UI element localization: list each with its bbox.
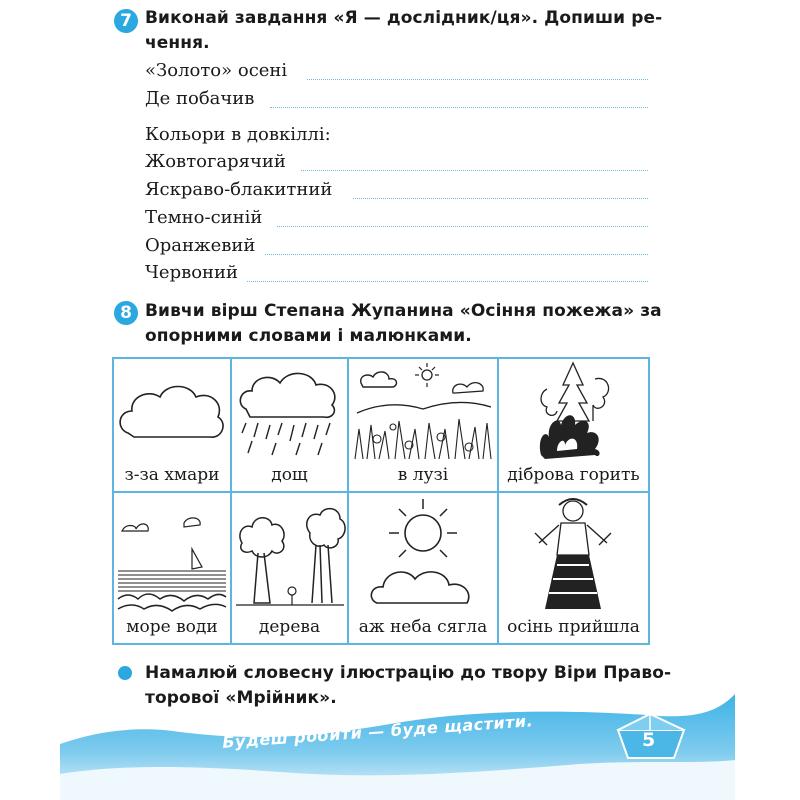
task-7-text-line-1: Виконай завдання «Я — дослідник/ця». Допиши ре-: [145, 8, 663, 28]
table-cell: [114, 493, 232, 643]
table-cell: [232, 359, 349, 491]
answer-dotted-line[interactable]: [277, 226, 648, 227]
answer-dotted-line[interactable]: [307, 79, 648, 80]
bonus-bullet-icon: [118, 666, 132, 680]
table-cell: [499, 493, 648, 643]
table-cell: [349, 359, 499, 491]
task-8-number-badge: 8: [114, 301, 138, 325]
color-label: Жовтогарячий: [145, 151, 286, 172]
bonus-text-line-2: торової «Мрійник».: [145, 688, 337, 708]
burning-forest-icon: [499, 359, 648, 463]
task-8-text-line-2: опорними словами і малюнками.: [145, 326, 472, 346]
footer-motto: Будеш робити — буде щастити.: [221, 711, 534, 752]
task-8-text-line-1: Вивчи вірш Степана Жупанина «Осіння пожежа» за: [145, 301, 662, 321]
answer-row[interactable]: [145, 60, 648, 86]
caption: з-за хмари: [124, 465, 220, 485]
caption: діброва горить: [507, 465, 640, 485]
picture-table: [112, 357, 650, 645]
caption: дерева: [258, 617, 321, 637]
task-8-instruction: [145, 299, 662, 349]
autumn-girl-icon: [499, 493, 648, 615]
sun-cloud-icon: [349, 493, 497, 615]
color-answer-row[interactable]: [145, 207, 648, 233]
color-label: Оранжевий: [145, 235, 256, 256]
color-answer-row[interactable]: [145, 151, 648, 177]
answer-dotted-line[interactable]: [270, 107, 648, 108]
answer-label: «Золото» осені: [145, 60, 288, 81]
table-cell: [349, 493, 499, 643]
color-label: Яскраво-блакитний: [145, 179, 333, 200]
answer-label: Де побачив: [145, 88, 255, 109]
colors-heading: Кольори в довкіллі:: [145, 124, 331, 145]
caption: море води: [126, 617, 218, 637]
caption: дощ: [271, 465, 308, 485]
answer-row[interactable]: [145, 88, 648, 114]
caption: аж неба сягла: [358, 617, 488, 637]
answer-dotted-line[interactable]: [353, 198, 648, 199]
trees-icon: [232, 493, 347, 615]
color-answer-row[interactable]: [145, 262, 648, 288]
cloud-icon: [114, 359, 230, 463]
color-label: Темно-синій: [145, 207, 263, 228]
answer-dotted-line[interactable]: [301, 170, 648, 171]
color-answer-row[interactable]: [145, 179, 648, 205]
task-7-instruction: [145, 6, 662, 56]
caption: в лузі: [397, 465, 449, 485]
table-cell: [232, 493, 349, 643]
page-number: 5: [642, 729, 656, 751]
color-label: Червоний: [145, 262, 239, 283]
meadow-icon: [349, 359, 497, 463]
task-7-text-line-2: чення.: [145, 33, 210, 53]
answer-dotted-line[interactable]: [265, 254, 648, 255]
bonus-text-line-1: Намалюй словесну ілюстрацію до твору Віри Право-: [145, 663, 672, 683]
table-cell: [114, 359, 232, 491]
task-7-number-badge: 7: [114, 9, 138, 33]
sea-sailboat-icon: [114, 493, 230, 615]
rain-cloud-icon: [232, 359, 347, 463]
answer-dotted-line[interactable]: [247, 281, 648, 282]
table-cell: [499, 359, 648, 491]
caption: осінь прийшла: [507, 617, 640, 637]
color-answer-row[interactable]: [145, 235, 648, 261]
